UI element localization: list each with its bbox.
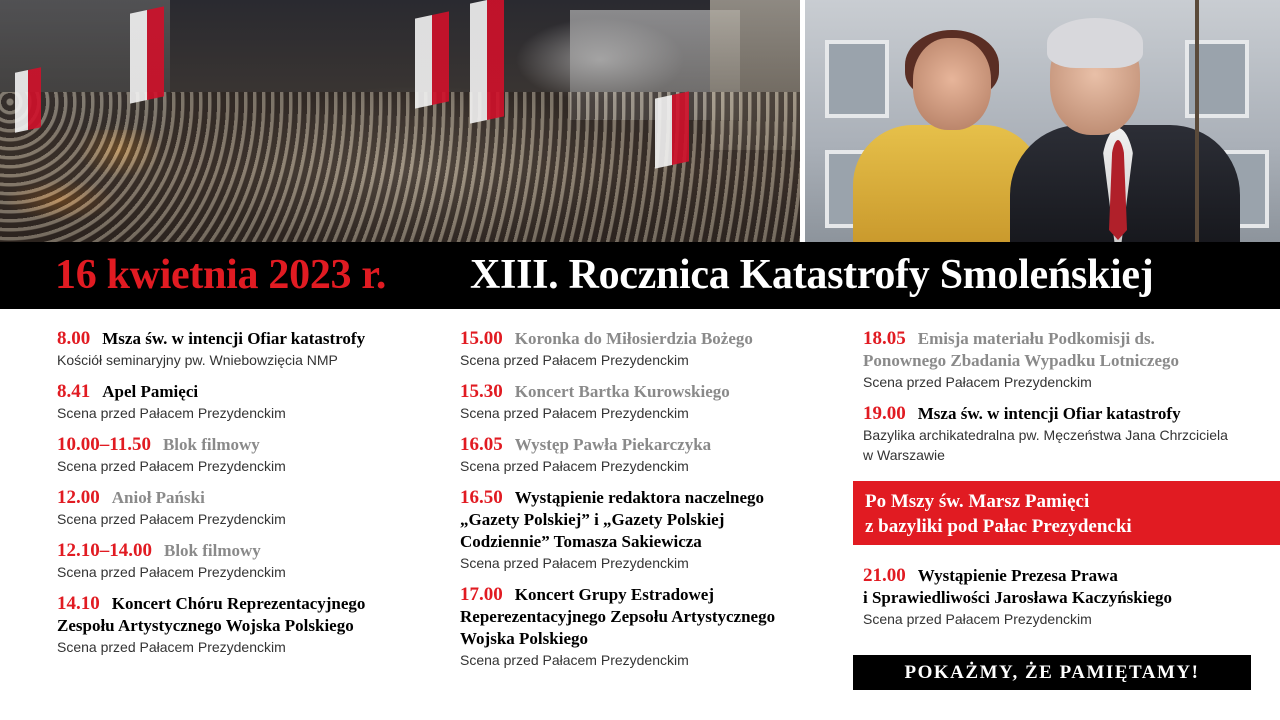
item-title-line-2: „Gazety Polskiej” i „Gazety Polskiej [460, 510, 725, 529]
flag-icon [130, 6, 164, 103]
item-title-line-3: Codziennie” Tomasza Sakiewicza [460, 532, 702, 551]
schedule-item [460, 381, 845, 423]
item-time: 16.50 [460, 487, 503, 508]
item-time: 8.00 [57, 328, 91, 349]
item-time: 21.00 [863, 565, 906, 586]
item-title: Msza św. w intencji Ofiar katastrofy [917, 404, 1181, 423]
item-place: Scena przed Pałacem Prezydenckim [460, 352, 689, 368]
schedule-item [57, 540, 447, 582]
item-time: 19.00 [863, 403, 906, 424]
header-photos [0, 0, 1280, 242]
item-place: Bazylika archikatedralna pw. Męczeństwa Jana Chrzciciela [863, 427, 1228, 443]
item-title-line-2: Zespołu Artystycznego Wojska Polskiego [57, 616, 354, 635]
item-title: Koncert Grupy Estradowej [514, 585, 715, 604]
portrait-photo [805, 0, 1280, 242]
item-title: Koronka do Miłosierdzia Bożego [514, 329, 753, 348]
schedule-column-3 [863, 328, 1263, 476]
item-place: Scena przed Pałacem Prezydenckim [57, 564, 286, 580]
item-time: 17.00 [460, 584, 503, 605]
item-title: Koncert Chóru Reprezentacyjnego [111, 594, 366, 613]
schedule-item [460, 434, 845, 476]
march-line-2: z bazyliki pod Pałac Prezydencki [865, 516, 1132, 537]
crowd-photo [0, 0, 800, 242]
item-place: Scena przed Pałacem Prezydenckim [460, 405, 689, 421]
item-place: Scena przed Pałacem Prezydenckim [863, 374, 1092, 390]
item-time: 8.41 [57, 381, 91, 402]
item-time: 10.00–11.50 [57, 434, 151, 455]
item-place: Kościół seminaryjny pw. Wniebowzięcia NMP [57, 352, 338, 368]
schedule-item [460, 584, 845, 670]
flag-icon [655, 91, 689, 168]
item-title: Emisja materiału Podkomisji ds. [917, 329, 1155, 348]
item-place: Scena przed Pałacem Prezydenckim [57, 639, 286, 655]
item-place: Scena przed Pałacem Prezydenckim [460, 555, 689, 571]
item-place: Scena przed Pałacem Prezydenckim [57, 458, 286, 474]
item-time: 14.10 [57, 593, 100, 614]
window-graphic [825, 40, 889, 118]
schedule-column-1 [57, 328, 447, 668]
slogan-banner: POKAŻMY, ŻE PAMIĘTAMY! [853, 655, 1251, 690]
flag-icon [470, 0, 504, 124]
item-time: 12.10–14.00 [57, 540, 152, 561]
item-title: Wystąpienie redaktora naczelnego [514, 488, 765, 507]
schedule-item [57, 381, 447, 423]
item-place: Scena przed Pałacem Prezydenckim [57, 511, 286, 527]
item-title: Występ Pawła Piekarczyka [514, 435, 712, 454]
schedule-column-3-late [863, 565, 1263, 640]
item-place: Scena przed Pałacem Prezydenckim [460, 652, 689, 668]
item-time: 15.00 [460, 328, 503, 349]
schedule-item [460, 328, 845, 370]
schedule-item [57, 593, 447, 657]
item-title: Wystąpienie Prezesa Prawa [917, 566, 1118, 585]
march-line-1: Po Mszy św. Marsz Pamięci [865, 491, 1090, 512]
item-title: Msza św. w intencji Ofiar katastrofy [102, 329, 366, 348]
schedule-item [57, 328, 447, 370]
item-time: 15.30 [460, 381, 503, 402]
item-title-line-2: Ponownego Zbadania Wypadku Lotniczego [863, 351, 1179, 370]
man-portrait-hair [1047, 18, 1143, 68]
item-place-line-2: w Warszawie [863, 447, 945, 463]
flagpole-graphic [1195, 0, 1199, 242]
item-title: Koncert Bartka Kurowskiego [514, 382, 730, 401]
event-date: 16 kwietnia 2023 r. [55, 252, 387, 298]
item-title-line-2: i Sprawiedliwości Jarosława Kaczyńskiego [863, 588, 1172, 607]
item-title: Anioł Pański [111, 488, 205, 507]
item-title-line-2: Reperezentacyjnego Zepsołu Artystycznego [460, 607, 776, 626]
event-title: XIII. Rocznica Katastrofy Smoleńskiej [470, 252, 1154, 298]
schedule-item [863, 403, 1263, 465]
schedule-item [863, 565, 1263, 629]
item-time: 16.05 [460, 434, 503, 455]
item-place: Scena przed Pałacem Prezydenckim [863, 611, 1092, 627]
woman-portrait-face [913, 38, 991, 130]
item-title-line-3: Wojska Polskiego [460, 629, 588, 648]
flag-icon [15, 67, 41, 133]
march-banner [853, 481, 1280, 545]
item-title: Blok filmowy [164, 541, 261, 560]
flag-icon [415, 11, 449, 108]
item-place: Scena przed Pałacem Prezydenckim [57, 405, 286, 421]
item-time: 18.05 [863, 328, 906, 349]
schedule-item [57, 434, 447, 476]
schedule-item [863, 328, 1263, 392]
schedule-item [460, 487, 845, 573]
schedule-item [57, 487, 447, 529]
item-time: 12.00 [57, 487, 100, 508]
item-title: Apel Pamięci [102, 382, 199, 401]
schedule-column-2 [460, 328, 845, 681]
item-place: Scena przed Pałacem Prezydenckim [460, 458, 689, 474]
item-title: Blok filmowy [162, 435, 260, 454]
